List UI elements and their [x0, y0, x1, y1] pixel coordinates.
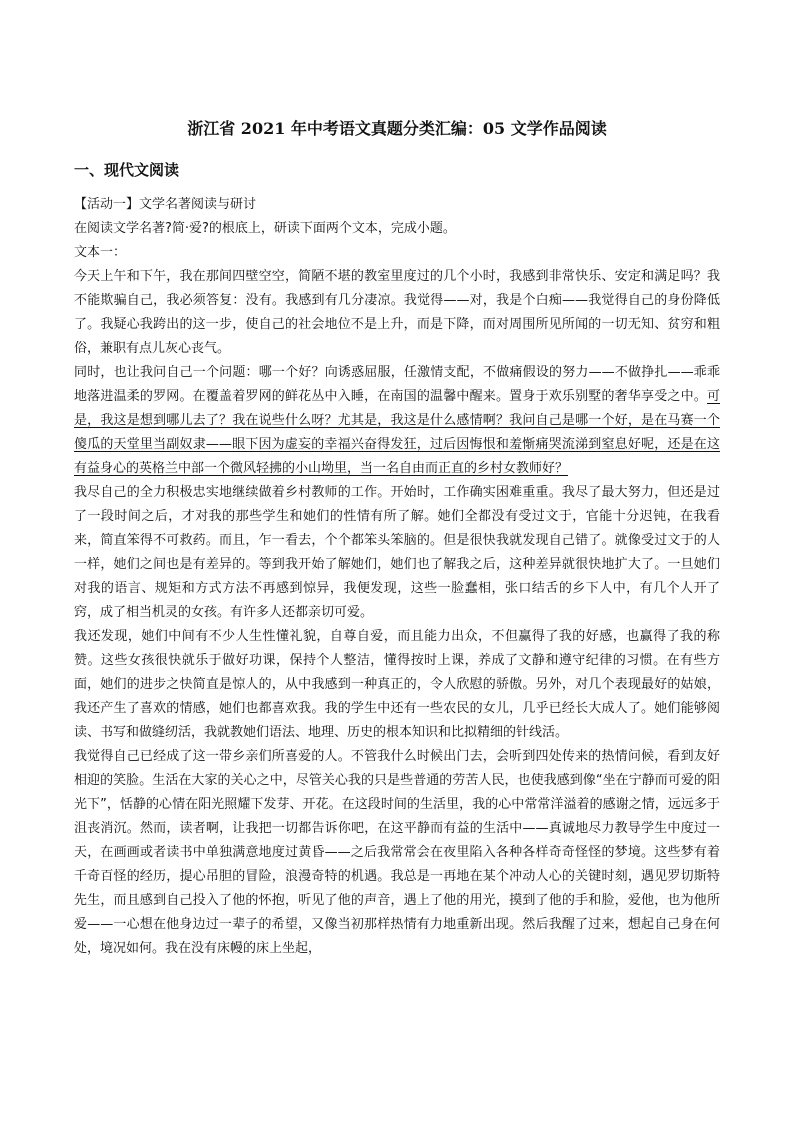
paragraph-3: 我尽自己的全力积极忠实地继续做着乡村教师的工作。开始时，工作确实困难重重。我尽了最大努力，但还是过了一段时间之后，才对我的那些学生和她们的性情有所了解。她们全都没有受过文于，官能十分迟钝，在我看来，简直笨得不可救药。而且，乍一看去，个个都笨头笨脑的。但是很快我就发现自己错了。就像受过文于的人一样，她们之间也是有差异的。等到我开始了解她们，她们也了解我之后，这种差异就很快地扩大了。一旦她们对我的语言、规矩和方式方法不再感到惊异，我便发现，这些一脸蠢相，张口结舌的乡下人中，有几个人开了窍，成了相当机灵的女孩。有许多人还都亲切可爱。: [74, 485, 720, 620]
paragraph-2-lead: 同时，也让我问自己一个问题：哪一个好？向诱惑屈服，任激情支配，不做痛假设的努力——不做挣扎——乖乖地落进温柔的罗网。在覆盖着罗网的鲜花丛中入睡，在南国的温馨中醒来。置身于欢乐别墅的奢华享受之中。: [74, 365, 720, 404]
instruction-text: 在阅读文学名著?简·爱?的根底上，研读下面两个文本，完成小题。: [74, 221, 456, 236]
section-heading: 一、现代文阅读: [74, 161, 180, 179]
document-title: 浙江省 2021 年中考语文真题分类汇编：05 文学作品阅读: [187, 119, 607, 138]
paragraph-5: 我觉得自己已经成了这一带乡亲们所喜爱的人。不管我什么时候出门去，会听到四处传来的热情问候，看到友好相迎的笑脸。生活在大家的关心之中，尽管关心我的只是些普通的劳苦人民，也使我感到像“坐在宁静而可爱的阳光下”，恬静的心情在阳光照耀下发芽、开花。在这段时间的生活里，我的心中常常洋溢着的感谢之情，远远多于沮丧消沉。然而，读者啊，让我把一切都告诉你吧，在这平静而有益的生活中——真诚地尽力教导学生中度过一天，在画画或者读书中单独满意地度过黄昏——之后我常常会在夜里陷入各种各样奇奇怪怪的梦境。这些梦有着千奇百怪的经历，提心吊胆的冒险，浪漫奇特的机遇。我总是一再地在某个冲动人心的关键时刻，遇见罗切斯特先生，而且感到自己投入了他的怀抱，听见了他的声音，遇上了他的用光，摸到了他的手和脸，爱他，也为他所爱——一心想在他身边过一辈子的希望，又像当初那样热情有力地重新出现。然后我醒了过来，想起自己身在何处，境况如何。我在没有床幔的床上坐起，: [74, 749, 720, 956]
document-body: [74, 193, 720, 961]
activity-heading: 【活动一】文学名著阅读与研讨: [74, 197, 257, 212]
text-label: 文本一：: [74, 245, 127, 260]
paragraph-4: 我还发现，她们中间有不少人生性懂礼貌，自尊自爱，而且能力出众，不但赢得了我的好感，也赢得了我的称赞。这些女孩很快就乐于做好功课，保持个人整洁，懂得按时上课，养成了文静和遵守纪律的习惯。在有些方面，她们的进步之快简直是惊人的，从中我感到一种真正的，令人欣慰的骄傲。另外，对几个表现最好的姑娘，我还产生了喜欢的情感，她们也都喜欢我。我的学生中还有一些农民的女儿，几乎已经长大成人了。她们能够阅读、书写和做缝纫活，我就教她们语法、地理、历史的根本知识和比拟精细的针线活。: [74, 629, 720, 740]
underlined-passage: 可是，我这是想到哪儿去了？我在说些什么呀？尤其是，我这是什么感情啊？我问自己是哪一个好，是在马赛一个傻瓜的天堂里当副奴隶——眼下因为虚妄的幸福兴奋得发狂，过后因悔恨和羞惭痛哭流涕到窒息好呢，还是在这有益身心的英格兰中部一个微风轻拂的小山坳里，当一名自由而正直的乡村女教师好？: [74, 389, 720, 476]
paragraph-1: 今天上午和下午，我在那间四壁空空，简陋不堪的教室里度过的几个小时，我感到非常快乐、安定和满足吗？我不能欺骗自己，我必须答复：没有。我感到有几分凄凉。我觉得——对，我是个白痴——我觉得自己的身份降低了。我疑心我跨出的这一步，使自己的社会地位不是上升，而是下降，而对周围所见所闻的一切无知、贫穷和粗俗，兼职有点儿灰心丧气。: [74, 269, 720, 356]
paragraph-2: [74, 361, 720, 481]
